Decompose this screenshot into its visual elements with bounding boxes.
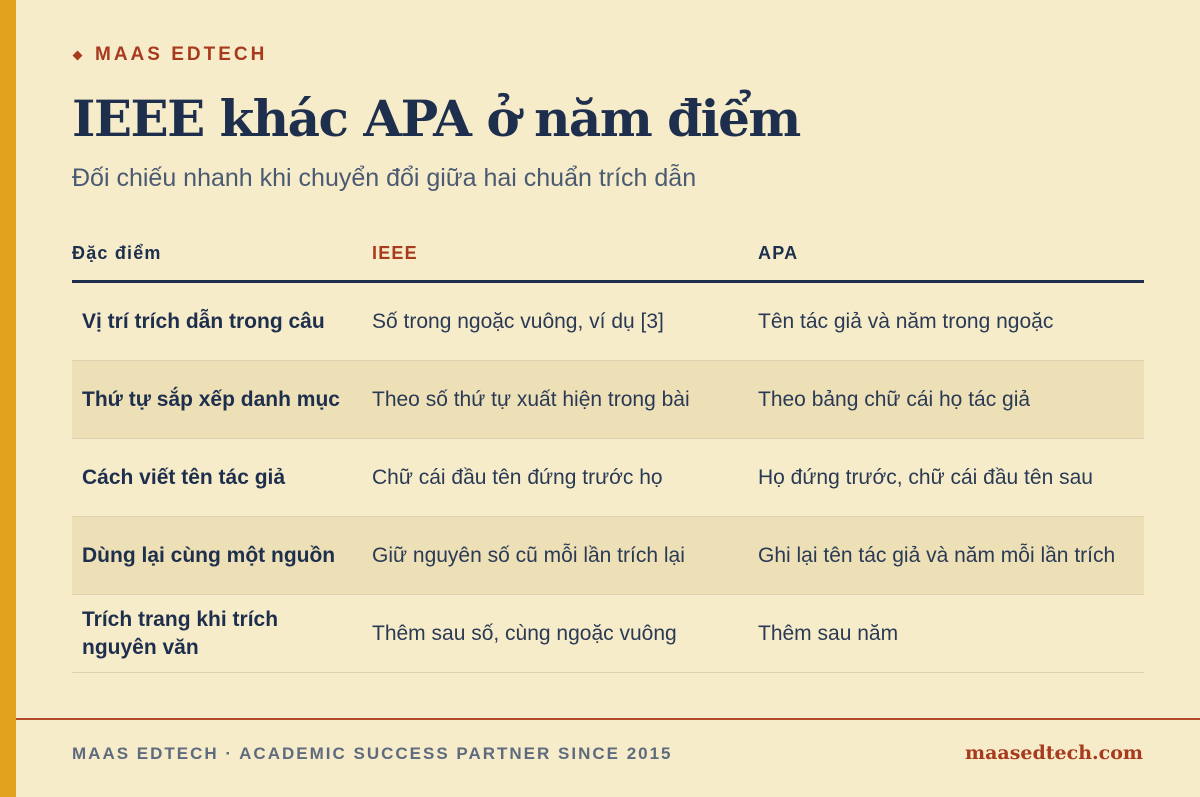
- feature-cell: Vị trí trích dẫn trong câu: [82, 309, 325, 333]
- footer-website-link[interactable]: maasedtech.com: [964, 742, 1143, 764]
- apa-cell: Thêm sau năm: [758, 621, 899, 645]
- diamond-icon: [73, 50, 83, 60]
- feature-cell: Thứ tự sắp xếp danh mục: [82, 387, 340, 411]
- feature-cell: Dùng lại cùng một nguồn: [82, 543, 336, 567]
- column-header-ieee: IEEE: [372, 242, 418, 263]
- apa-cell: Ghi lại tên tác giả và năm mỗi lần trích: [758, 543, 1116, 567]
- ieee-cell: Chữ cái đầu tên đứng trước họ: [372, 465, 663, 489]
- apa-cell: Tên tác giả và năm trong ngoặc: [758, 309, 1054, 333]
- ieee-cell: Theo số thứ tự xuất hiện trong bài: [372, 387, 690, 411]
- page-subtitle: Đối chiếu nhanh khi chuyển đổi giữa hai chuẩn trích dẫn: [72, 164, 697, 192]
- feature-cell: Cách viết tên tác giả: [82, 465, 286, 489]
- table-row: [72, 439, 1144, 517]
- accent-side-bar: [0, 0, 16, 797]
- ieee-cell: Giữ nguyên số cũ mỗi lần trích lại: [372, 543, 685, 567]
- brand-text: MAAS EDTECH: [95, 44, 268, 65]
- feature-cell: Trích trang khi trích nguyên văn: [82, 607, 279, 659]
- footer-tagline: MAAS EDTECH · ACADEMIC SUCCESS PARTNER SINCE 2015: [72, 744, 673, 763]
- ieee-cell: Số trong ngoặc vuông, ví dụ [3]: [372, 309, 664, 333]
- table-row: [72, 517, 1144, 595]
- apa-cell: Theo bảng chữ cái họ tác giả: [758, 387, 1031, 411]
- column-header-feature: Đặc điểm: [72, 242, 162, 263]
- ieee-cell: Thêm sau số, cùng ngoặc vuông: [372, 621, 677, 645]
- table-row: [72, 595, 1144, 673]
- brand-label: [72, 44, 267, 66]
- table-row: [72, 361, 1144, 439]
- footer-divider: [16, 718, 1200, 720]
- table-header: [72, 226, 1144, 283]
- comparison-table: [72, 226, 1144, 673]
- apa-cell: Họ đứng trước, chữ cái đầu tên sau: [758, 465, 1093, 489]
- page-title: IEEE khác APA ở năm điểm: [72, 89, 800, 148]
- column-header-apa: APA: [758, 242, 799, 263]
- table-row: [72, 283, 1144, 361]
